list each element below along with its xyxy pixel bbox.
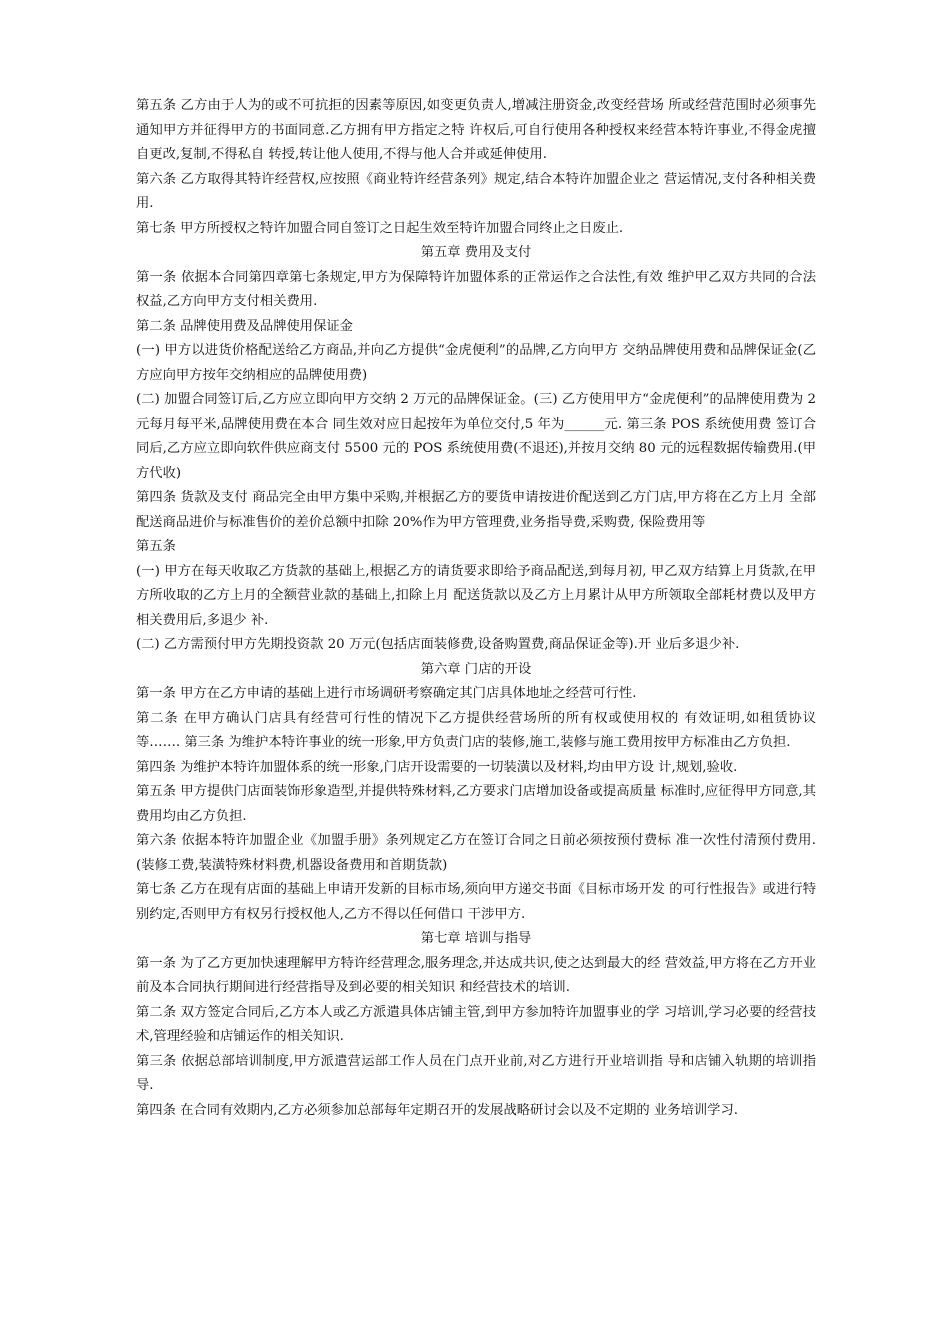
clause-2-ch5-item-1: (一) 甲方以进货价格配送给乙方商品,并向乙方提供“金虎便利”的品牌,乙方向甲方 交纳品牌使用费和品牌保证金(乙方应向甲方按年交纳相应的品牌使用费) <box>136 343 816 383</box>
clause-5-ch5: 第五条 <box>136 539 176 554</box>
clause-2-ch5: 第二条 品牌使用费及品牌使用保证金 <box>136 318 353 334</box>
chapter-5-heading: 第五章 费用及支付 <box>420 245 532 260</box>
clause-2-ch5-item-2-3: (二) 加盟合同签订后,乙方应立即向甲方交纳 2 万元的品牌保证金。(三) 乙方使用甲方“金虎便利”的品牌使用费为 2 元每月每平米,品牌使用费在本合 同生效对应日起按年为单位交付,5 年为______元. 第三条 POS 系统使用费 签订合同后,乙方应立即向软件供应商支付 5500 元的 POS 系统使用费(不退还),并按月交纳 80 元的远程数据传输费用.(甲方代收) <box>136 392 816 481</box>
document-page <box>136 94 816 1123</box>
clause-5-ch5-item-1: (一) 甲方在每天收取乙方货款的基础上,根据乙方的请货要求即给予商品配送,到每月初, 甲乙双方结算上月货款,在甲方所收取的乙方上月的全额营业款的基础上,扣除上月 配送货款以及乙方上月累计从甲方所领取全部耗材费以及甲方相关费用后,多退少 补. <box>136 563 816 628</box>
clause-2-ch7: 第二条 双方签定合同后,乙方本人或乙方派遣具体店铺主管,到甲方参加特许加盟事业的学 习培训,学习必要的经营技术,管理经验和店铺运作的相关知识. <box>136 1004 816 1044</box>
clause-3-ch7: 第三条 依据总部培训制度,甲方派遣营运部工作人员在门点开业前,对乙方进行开业培训指 导和店铺入轨期的培训指导. <box>136 1053 816 1093</box>
clause-1-ch5: 第一条 依据本合同第四章第七条规定,甲方为保障特许加盟体系的正常运作之合法性,有效 维护甲乙双方共同的合法权益,乙方向甲方支付相关费用. <box>136 269 816 309</box>
clause-1-ch6: 第一条 甲方在乙方申请的基础上进行市场调研考察确定其门店具体地址之经营可行性. <box>136 686 637 701</box>
clause-5-ch5-item-2: (二) 乙方需预付甲方先期投资款 20 万元(包括店面装修费,设备购置费,商品保证金等).开 业后多退少补. <box>136 637 740 652</box>
clause-2-3-ch6: 第二条 在甲方确认门店具有经营可行性的情况下乙方提供经营场所的所有权或使用权的 有效证明,如租赁协议等……. 第三条 为维护本特许事业的统一形象,甲方负责门店的装修,施工,装修与施工费用按甲方标准由乙方负担. <box>136 710 816 750</box>
clause-6-ch4: 第六条 乙方取得其特许经营权,应按照《商业特许经营条列》规定,结合本特许加盟企业之 营运情况,支付各种相关费用. <box>136 171 816 211</box>
chapter-7-heading: 第七章 培训与指导 <box>420 931 532 946</box>
clause-5-ch4: 第五条 乙方由于人为的或不可抗拒的因素等原因,如变更负责人,增减注册资金,改变经营场 所或经营范围时必须事先通知甲方并征得甲方的书面同意.乙方拥有甲方指定之特 许权后,可自行使用各种授权来经营本特许事业,不得金虎擅自更改,复制,不得私自 转授,转让他人使用,不得与他人合并或延伸使用. <box>136 98 816 162</box>
clause-4-ch6: 第四条 为维护本特许加盟体系的统一形象,门店开设需要的一切装潢以及材料,均由甲方设 计,规划,验收. <box>136 759 738 775</box>
clause-7-ch4: 第七条 甲方所授权之特许加盟合同自签订之日起生效至特许加盟合同终止之日废止. <box>136 220 624 236</box>
clause-4-ch5: 第四条 货款及支付 商品完全由甲方集中采购,并根据乙方的要货申请按进价配送到乙方门店,甲方将在乙方上月 全部配送商品进价与标准售价的差价总额中扣除 20%作为甲方管理费,业务指导费,采购费, 保险费用等 <box>136 490 816 530</box>
clause-4-ch7: 第四条 在合同有效期内,乙方必须参加总部每年定期召开的发展战略研讨会以及不定期的 业务培训学习. <box>136 1102 738 1118</box>
clause-5-ch6: 第五条 甲方提供门店面装饰形象造型,并提供特殊材料,乙方要求门店增加设备或提高质量 标准时,应征得甲方同意,其费用均由乙方负担. <box>136 784 816 824</box>
clause-1-ch7: 第一条 为了乙方更加快速理解甲方特许经营理念,服务理念,并达成共识,使之达到最大的经 营效益,甲方将在乙方开业前及本合同执行期间进行经营指导及到必要的相关知识 和经营技术的培训. <box>136 955 816 995</box>
clause-7-ch6: 第七条 乙方在现有店面的基础上申请开发新的目标市场,须向甲方递交书面《目标市场开发 的可行性报告》或进行特别约定,否则甲方有权另行授权他人,乙方不得以任何借口 干涉甲方. <box>136 882 816 922</box>
clause-6-ch6: 第六条 依据本特许加盟企业《加盟手册》条列规定乙方在签订合同之日前必须按预付费标 准一次性付清预付费用.(装修工费,装潢特殊材料费,机器设备费用和首期货款) <box>136 833 816 873</box>
chapter-6-heading: 第六章 门店的开设 <box>420 661 532 677</box>
